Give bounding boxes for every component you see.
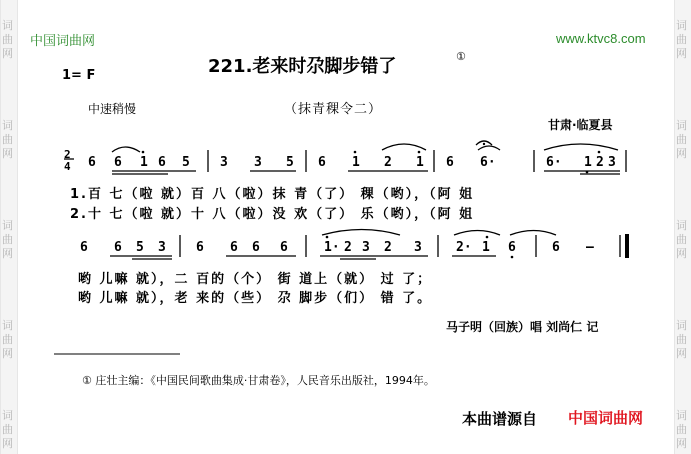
note: 2 <box>344 240 352 255</box>
note: 1 <box>352 155 360 170</box>
watermark-char: 词 <box>676 409 687 422</box>
watermark-char: 曲 <box>676 133 687 146</box>
song-subtitle: （抹青稞令二） <box>284 102 383 117</box>
watermark-char: 曲 <box>2 133 13 146</box>
lyric-verse1-line2: 哟 儿嘛 就），二 百的（个） 街 道上（就） 过 了； <box>78 272 433 287</box>
note: 3 <box>254 155 262 170</box>
note: 5 <box>182 155 190 170</box>
note: 6· <box>546 155 562 170</box>
lyric-verse2-line1: 2.十 七（啦 就）十 八（啦）没 欢（了） 乐（哟），（阿 姐 <box>70 207 475 222</box>
slur <box>382 144 426 150</box>
source-site-link[interactable]: 中国词曲网 <box>568 409 644 427</box>
watermark-char: 词 <box>2 409 13 422</box>
slur <box>112 147 140 152</box>
note: 6 <box>252 240 260 255</box>
watermark-char: 网 <box>676 247 687 260</box>
note: 6 <box>318 155 326 170</box>
watermark-char: 网 <box>676 47 687 60</box>
watermark-char: 词 <box>2 219 13 232</box>
watermark-char: 网 <box>2 147 13 160</box>
slur <box>322 230 400 236</box>
note: 2 <box>384 155 392 170</box>
watermark-char: 词 <box>2 19 13 32</box>
watermark-char: 词 <box>676 19 687 32</box>
watermark-char: 词 <box>676 219 687 232</box>
high-octave-dot <box>418 151 421 154</box>
watermark-char: 曲 <box>676 33 687 46</box>
watermark-char: 曲 <box>676 333 687 346</box>
note: 6 <box>88 155 96 170</box>
watermark-char: 词 <box>2 319 13 332</box>
note: 3 <box>158 240 166 255</box>
note: 6 <box>552 240 560 255</box>
high-octave-dot <box>354 151 357 154</box>
high-octave-dot <box>142 151 145 154</box>
note: 1 <box>140 155 148 170</box>
watermark-char: 网 <box>676 347 687 360</box>
watermark-char: 词 <box>676 119 687 132</box>
note: — <box>586 240 594 255</box>
watermark-char: 网 <box>676 437 687 450</box>
lyric-verse1-line1: 1.百 七（啦 就）百 八（啦）抹 青（了） 稞（哟），（阿 姐 <box>70 187 475 202</box>
site-name-link[interactable]: 中国词曲网 <box>30 34 96 49</box>
watermark-char: 曲 <box>2 233 13 246</box>
final-barline-thick <box>625 234 629 258</box>
note: 6 <box>446 155 454 170</box>
note: 3 <box>608 155 616 170</box>
fermata-dot <box>483 143 485 145</box>
watermark-char: 网 <box>2 47 13 60</box>
note: 5 <box>136 240 144 255</box>
high-octave-dot <box>486 236 489 239</box>
note: 1 <box>584 155 592 170</box>
note: 2· <box>456 240 472 255</box>
low-octave-dot <box>586 171 589 174</box>
watermark-char: 网 <box>676 147 687 160</box>
note: 3 <box>362 240 370 255</box>
note: 1 <box>482 240 490 255</box>
slur <box>510 231 556 236</box>
watermark-char: 曲 <box>676 233 687 246</box>
footnote-mark: ① <box>456 50 466 63</box>
performer-credits: 马子明（回族）唱 刘尚仁 记 <box>446 320 599 334</box>
key-signature: 1= F <box>62 68 96 83</box>
watermark-char: 曲 <box>676 423 687 436</box>
footnote-text: ① 庄壮主编：《中国民间歌曲集成·甘肃卷》，人民音乐出版社，1994年。 <box>82 374 435 387</box>
high-octave-dot <box>326 236 329 239</box>
watermark-char: 网 <box>2 347 13 360</box>
note: 6· <box>480 155 496 170</box>
low-octave-dot <box>511 256 514 259</box>
watermark-char: 网 <box>2 437 13 450</box>
note: 1 <box>416 155 424 170</box>
slur <box>478 146 500 150</box>
slur <box>544 144 618 150</box>
time-signature-bottom: 4 <box>64 160 71 173</box>
note: 6 <box>508 240 516 255</box>
lyric-verse2-line2: 哟 儿嘛 就），老 来的（些） 尕 脚步（们） 错 了。 <box>78 291 433 306</box>
note: 6 <box>114 240 122 255</box>
watermark-char: 网 <box>2 247 13 260</box>
note: 3 <box>220 155 228 170</box>
song-region: 甘肃·临夏县 <box>548 118 613 132</box>
watermark-char: 词 <box>676 319 687 332</box>
slur <box>454 231 500 236</box>
note: 6 <box>230 240 238 255</box>
song-title: 221.老来时尕脚步错了 <box>208 56 397 77</box>
note: 6 <box>158 155 166 170</box>
note: 6 <box>280 240 288 255</box>
watermark-char: 曲 <box>2 33 13 46</box>
time-signature-top: 2 <box>64 148 71 161</box>
note: 6 <box>196 240 204 255</box>
note: 3 <box>414 240 422 255</box>
watermark-char: 曲 <box>2 423 13 436</box>
watermark-char: 词 <box>2 119 13 132</box>
note: 5 <box>286 155 294 170</box>
watermark-char: 曲 <box>2 333 13 346</box>
tempo-marking: 中速稍慢 <box>88 102 137 116</box>
note: 6 <box>80 240 88 255</box>
site-url-link[interactable]: www.ktvc8.com <box>556 31 646 46</box>
note: 2 <box>596 155 604 170</box>
high-octave-dot <box>598 151 601 154</box>
note: 6 <box>114 155 122 170</box>
note: 1· <box>324 240 340 255</box>
source-label: 本曲谱源自 <box>462 410 538 428</box>
note: 2 <box>384 240 392 255</box>
